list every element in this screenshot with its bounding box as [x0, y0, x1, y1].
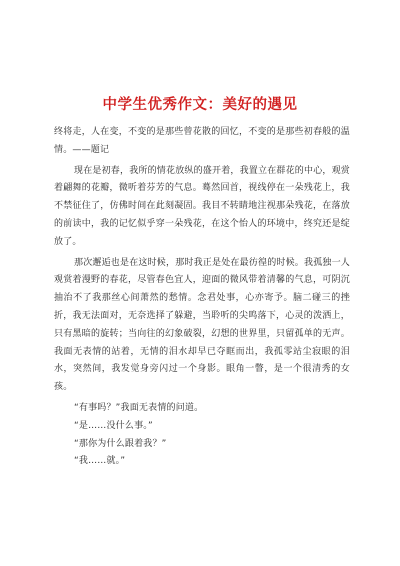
epigraph-paragraph: 终将走，人在变，不变的是那些曾花散的回忆，不变的是那些初春般的温情。——题记	[54, 127, 350, 155]
dialogue-line: “我……就。”	[74, 456, 126, 467]
dialogue-line: “是……没什么事。”	[74, 420, 153, 431]
body-paragraph: 现在是初春，我所的情花放纵的盛开着，我置立在群花的中心，观赏着翩舞的花瓣，微听着芬芳的气息。蓦然回首，视线停在一朵残花上，我不禁征住了，仿佛时间在此刻凝固。我目不转睛地注视那朵残花，在落放的前读中，我的记忆似乎穿一朵残花，在这个怡人的环境中，终究还是绽放了。	[54, 165, 351, 247]
body-paragraph: 那次邂逅也是在这时候，那时我正是处在最彷徨的时候。我孤独一人观赏着漫野的春花，尽管春色宜人，迎面的微风带着清馨的气息，可阴沉抽治不了我那丝心间萧然的愁情。念君处事，心亦寄予。脑二碰三的挫折，我无法面对，无奈选择了躲避，当聆听的尖鸣落下，心灵的泼洒上，只有黑暗的旋转；当向往的幻象破裂，幻想的世界里，只留孤单的无声。我面无表情的站着，无情的泪水却早已夺眶而出，我孤零站尘寂眼的泪水，突然间，我发觉身旁闪过一个身影。眼角一瞥，是一个很清秀的女孩。	[54, 257, 351, 393]
dialogue-line: “那你为什么跟着我？”	[74, 438, 167, 449]
dialogue-line: “有事吗？”我面无表情的问道。	[74, 402, 204, 413]
document-title: 中学生优秀作文：美好的遇见	[102, 97, 298, 113]
document-body	[54, 124, 350, 471]
